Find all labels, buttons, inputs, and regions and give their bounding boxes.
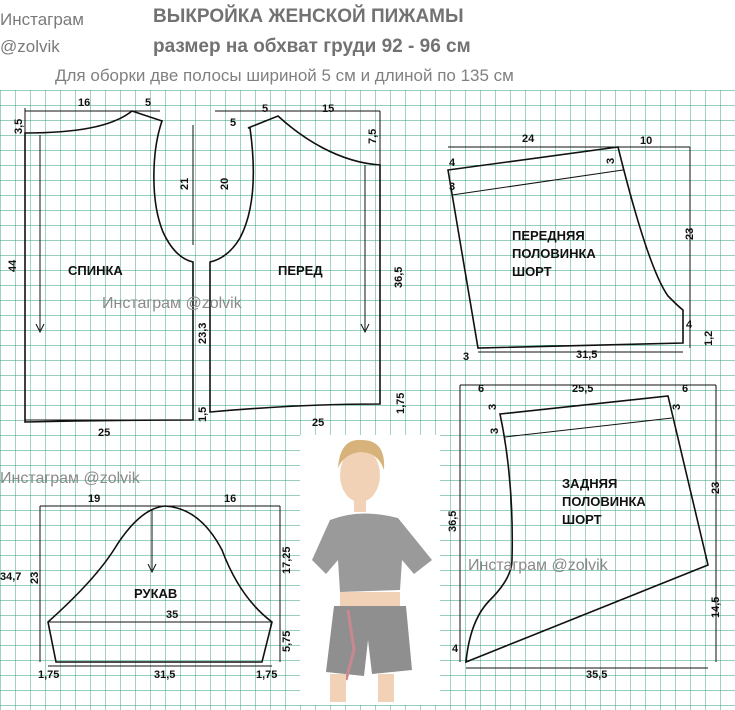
- ruffle-note: Для оборки две полосы шириной 5 см и длиной по 135 см: [55, 66, 514, 85]
- dim-sl-width: 35: [166, 609, 179, 621]
- dim-front-neck-top: 5: [262, 103, 269, 115]
- front-title: ПЕРЕД: [278, 263, 323, 278]
- dim-front-side: 23,3: [197, 322, 209, 344]
- front-shorts-title-1: ПЕРЕДНЯЯ: [512, 228, 585, 243]
- dim-bs-top: 25,5: [572, 383, 594, 395]
- dim-front-neck: 5: [230, 117, 237, 129]
- sleeve-title: РУКАВ: [134, 586, 178, 601]
- dim-fs-side: 23: [684, 227, 696, 240]
- dim-fs-bottom-right2: 1,2: [703, 330, 715, 346]
- watermark-2: Инстаграм @zolvik: [0, 470, 140, 487]
- back-shorts-title-1: ЗАДНЯЯ: [562, 476, 618, 491]
- dim-fs-top: 24: [522, 133, 535, 145]
- dim-front-shoulder-drop: 7,5: [367, 128, 379, 144]
- dim-back-bottom: 25: [98, 427, 111, 439]
- dim-bs-band-left1: 3: [487, 403, 499, 410]
- page-subtitle: размер на обхват груди 92 - 96 см: [153, 36, 471, 57]
- dim-fs-bottom-right: 4: [686, 319, 693, 331]
- dim-fs-band-right: 3: [605, 157, 617, 164]
- dim-front-bottom: 25: [312, 417, 325, 429]
- dim-front-hem-left: 1,5: [197, 406, 209, 422]
- dim-fs-waist-left: 4: [449, 157, 456, 169]
- dim-sl-hem-left: 1,75: [38, 669, 60, 681]
- dim-bs-lower: 14,5: [710, 596, 722, 618]
- dim-back-length: 44: [7, 259, 19, 272]
- dim-front-shoulder: 15: [322, 103, 335, 115]
- dim-back-top: 16: [78, 97, 91, 109]
- dim-front-armhole: 20: [219, 177, 231, 190]
- dim-back-neck-depth: 3,5: [13, 118, 25, 134]
- back-shorts-title-3: ШОРТ: [562, 512, 602, 527]
- dim-bs-top-right: 6: [682, 383, 689, 395]
- dim-bs-side: 23: [710, 481, 722, 494]
- dim-bs-crotch: 36,5: [447, 510, 459, 532]
- dim-sl-total-left: 34,7: [0, 571, 22, 583]
- dim-bs-band-right: 3: [671, 403, 683, 410]
- dim-front-hem-right: 1,75: [395, 392, 407, 414]
- watermark-1: Инстаграм @zolvik: [102, 295, 242, 312]
- dim-front-length: 36,5: [393, 266, 405, 288]
- dim-sl-hem-right: 1,75: [256, 669, 278, 681]
- front-shorts-title-3: ШОРТ: [512, 264, 552, 279]
- dim-back-armhole: 21: [179, 177, 191, 190]
- page-title: ВЫКРОЙКА ЖЕНСКОЙ ПИЖАМЫ: [153, 6, 464, 27]
- dim-sl-cap-right: 16: [224, 493, 237, 505]
- dim-bs-bottom: 35,5: [586, 669, 608, 681]
- dim-sl-cap-height-left: 23: [29, 571, 41, 584]
- brand-handle: @zolvik: [0, 37, 60, 56]
- dim-sl-side-right: 5,75: [281, 630, 293, 652]
- dim-sl-cap-height-right: 17,25: [281, 546, 293, 574]
- model-photo: [300, 435, 440, 705]
- back-shorts-title-2: ПОЛОВИНКА: [562, 494, 646, 509]
- front-shorts-title-2: ПОЛОВИНКА: [512, 246, 596, 261]
- dim-bs-band-left2: 3: [489, 427, 501, 434]
- dim-sl-bottom: 31,5: [154, 669, 176, 681]
- dim-fs-bottom-left: 3: [463, 351, 470, 363]
- dim-bs-top-left: 6: [478, 383, 485, 395]
- dim-fs-bottom: 31,5: [576, 349, 598, 361]
- dim-fs-top-right: 10: [640, 135, 653, 147]
- back-title: СПИНКА: [68, 263, 123, 278]
- dim-fs-band-left: 3: [449, 181, 456, 193]
- watermark-3: Инстаграм @zolvik: [468, 557, 608, 574]
- dim-bs-bottom-left: 4: [452, 643, 459, 655]
- dim-back-neck: 5: [145, 97, 152, 109]
- dim-sl-cap-left: 19: [88, 493, 101, 505]
- brand-name: Инстаграм: [0, 10, 84, 29]
